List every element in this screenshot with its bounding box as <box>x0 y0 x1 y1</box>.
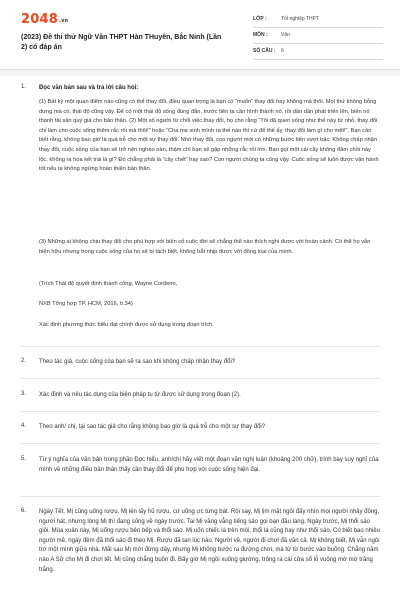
question-number: 2. <box>21 358 27 364</box>
question-task: Xác định phương thức biểu đạt chính được sử dụng trong đoạn trích. <box>39 322 214 328</box>
question-divider <box>21 346 381 347</box>
question-text: Xác định và nêu tác dụng của biện pháp tu từ được sử dụng trong đoạn (2). <box>39 392 241 398</box>
question-number: 4. <box>21 423 27 429</box>
meta-row-class <box>253 14 383 28</box>
question-text: Ngày Tết, Mị cũng uống rượu. Mị lén lấy hũ rượu, cứ uống ực từng bát. Rồi say, Mị lịm mặt ngồi đấy nhìn mọi người nhảy đồng, người hát, nhưng lòng Mị thì đang sống về ngày trước. Tai Mị văng vẳng tiếng sáo gọi bạn đầu làng. Ngày trước, Mị thổi sáo giỏi. Mùa xuân này, Mị uống rượu bên bếp và thổi sáo. Mị uốn chiếc lá trên môi, thổi lá cũng hay như thổi sáo. Có biết bao nhiêu người mê, ngày đêm đã thổi sáo đi theo Mị. Rượu đã tan lúc nào. Người về, người đi chơi đã vãn cả. Mị không biết, Mị vẫn ngồi trơ một mình giữa nhà. Mãi sau Mị mới đứng dậy, nhưng Mị không bước ra đường chơi, mà từ từ bước vào buồng. Chẳng năm nào A Sử cho Mị đi chơi tết. Mị cũng chẳng buồn đi. Bấy giờ Mị ngồi xuống giường, trông ra cái cửa sổ lỗ vuông mờ mờ trăng trắng. <box>39 509 381 573</box>
question-divider <box>21 496 381 497</box>
meta-label: MÔN : <box>253 32 268 38</box>
logo-text: 2048 <box>21 12 58 27</box>
page-header <box>0 0 400 68</box>
question-divider <box>21 378 381 379</box>
question-divider <box>21 411 381 412</box>
passage-source: NXB Tổng hợp TP. HCM, 2016, tr.34) <box>39 301 133 307</box>
question-number: 3. <box>21 391 27 397</box>
question-number: 6. <box>21 508 27 514</box>
exam-title: (2023) Đề thi thử Ngữ Văn THPT Hàn THuyên, Bắc Ninh (Lần 2) có đáp án <box>21 34 222 51</box>
passage-paragraph: (3) Những ai không chịu thay đổi cho phù hợp với biến cố cuộc đời sẽ chẳng thể nào thích nghi được với hoàn cảnh. Có thể họ vẫn hiện hữu nhưng trong cuộc sống của họ sẽ bị tách biệt, không bắt nhịp được với đồng loại của mình. <box>39 239 371 255</box>
question-prompt: Đọc văn bản sau và trả lời câu hỏi: <box>39 85 139 91</box>
question-text: Theo tác giả, cuộc sống của bạn sẽ ra sao khi không chấp nhận thay đổi? <box>39 359 236 365</box>
question-divider <box>21 443 381 444</box>
exam-meta <box>253 14 383 62</box>
meta-row-count <box>253 46 383 60</box>
passage-paragraph: (1) Bất kỳ một quan điểm nào cũng có thể thay đổi, điều quan trọng là bạn có “muốn” thay đổi hay không mà thôi. Mọi thứ không bỗng dưng mà có, thái độ cũng vậy. Để có một thái độ sống đúng đắn, trước tiên ta cần hình thành nó, rồi dần dần phát triển lên, biến nó thành tài sản quý giá cho bản thân. (2) Một số người từ chối việc thay đổi, họ cho rằng “Tôi đã quen sống như thế này từ nhỏ, thay đổi chỉ làm cho cuộc sống thêm rắc rối mà thôi!” hoặc “Cha mẹ sinh mình ra thế nào thì cứ để thế ấy, thay đổi làm gì cho mệt!”. Bạn cần biết rằng, không bao giờ là quá trễ cho một sự thay đổi. Nhờ thay đổi, con người mới có những bước tiến vượt bậc. Không chấp nhận thay đổi, cuộc sống của bạn sẽ trở nên nghèo nàn, thậm chí bạn sẽ gặp những rắc rối lớn. Bạn gọi một cái cây không đâm chồi nảy lộc, không ra hoa kết trái là gì? Đó chẳng phải là “cây chết” hay sao? Con người chúng ta cũng vậy. Cuộc sống sẽ luôn được vận hành tốt nếu ta không ngừng hoàn thiện bản thân. <box>39 99 379 173</box>
logo-tld: .vn <box>58 18 69 24</box>
question-text: Từ ý nghĩa của văn bản trong phần Đọc hiểu, anh/chị hãy viết một đoạn văn nghị luận (khoảng 200 chữ), trình bày suy nghĩ của mình về những điều bản thân thấy cần thay đổi để phù hợp với cuộc sống hiện đại. <box>39 457 379 473</box>
passage-source: (Trích Thái độ quyết định thành công, Wayne Cordeiro, <box>39 281 178 287</box>
meta-label: LỚP : <box>253 16 267 22</box>
site-logo[interactable] <box>21 12 68 27</box>
meta-value: Tốt nghiệp THPT <box>281 16 319 22</box>
question-number: 5. <box>21 456 27 462</box>
meta-value: Văn <box>281 32 290 38</box>
meta-row-subject <box>253 30 383 44</box>
question-number: 1. <box>21 84 27 90</box>
question-list <box>0 76 400 600</box>
meta-label: SỐ CÂU : <box>253 48 276 54</box>
question-text: Theo anh/ chị, tại sao tác giả cho rằng không bao giờ là quá trễ cho một sự thay đổi? <box>39 424 266 430</box>
meta-value: 6 <box>281 48 284 54</box>
